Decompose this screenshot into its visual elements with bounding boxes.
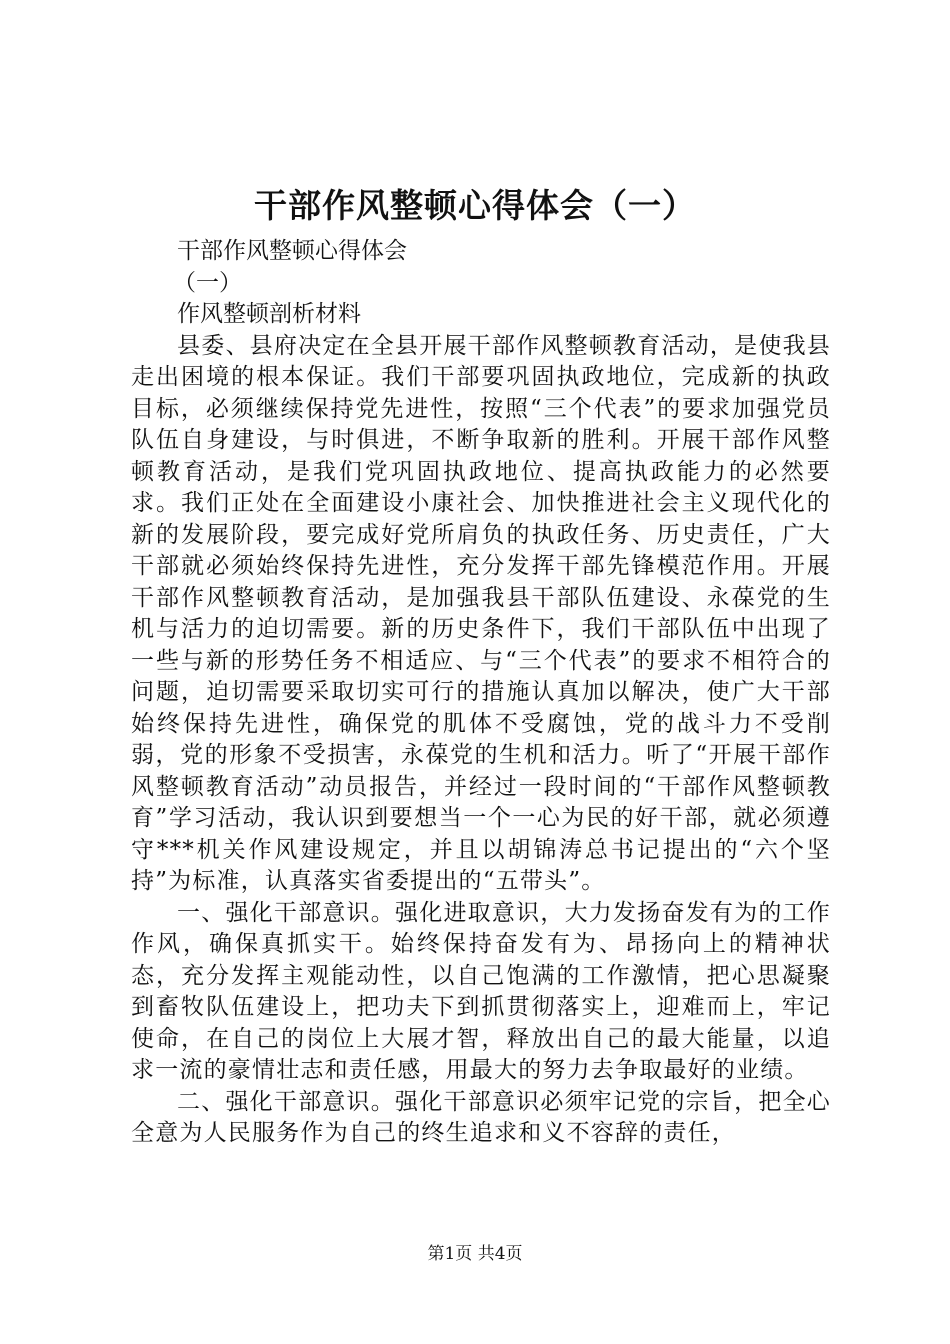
paragraph-intro: 县委、县府决定在全县开展干部作风整顿教育活动，是使我县走出困境的根本保证。我们干部要巩固执政地位，完成新的执政目标，必须继续保持党先进性，按照“三个代表”的要求加强党员队伍自身建设，与时俱进，不断争取新的胜利。开展干部作风整顿教育活动，是我们党巩固执政地位、提高执政能力的必然要求。我们正处在全面建设小康社会、加快推进社会主义现代化的新的发展阶段，要完成好党所肩负的执政任务、历史责任，广大干部就必须始终保持先进性，充分发挥干部先锋模范作用。开展干部作风整顿教育活动，是加强我县干部队伍建设、永葆党的生机与活力的迫切需要。新的历史条件下，我们干部队伍中出现了一些与新的形势任务不相适应、与“三个代表”的要求不相符合的问题，迫切需要采取切实可行的措施认真加以解决，使广大干部始终保持先进性，确保党的肌体不受腐蚀，党的战斗力不受削弱，党的形象不受损害，永葆党的生机和活力。听了“开展干部作风整顿教育活动”动员报告，并经过一段时间的“干部作风整顿教育”学习活动，我认识到要想当一个一心为民的好干部，就必须遵守***机关作风建设规定，并且以胡锦涛总书记提出的“六个坚持”为标准，认真落实省委提出的“五带头”。 [131, 332, 831, 894]
intro-line-subtitle: 作风整顿剖析材料 [177, 301, 361, 327]
document-title: 干部作风整顿心得体会（一） [254, 186, 696, 225]
paragraph-point-one: 一、强化干部意识。强化进取意识，大力发扬奋发有为的工作作风，确保真抓实干。始终保持奋发有为、昂扬向上的精神状态，充分发挥主观能动性，以自己饱满的工作激情，把心思凝聚到畜牧队伍建设上，把功夫下到抓贯彻落实上，迎难而上，牢记使命，在自己的岗位上大展才智，释放出自己的最大能量，以追求一流的豪情壮志和责任感，用最大的努力去争取最好的业绩。 [131, 899, 831, 1083]
paragraph-point-two: 二、强化干部意识。强化干部意识必须牢记党的宗旨，把全心全意为人民服务作为自己的终生追求和义不容辞的责任， [131, 1088, 831, 1146]
document-body [131, 236, 831, 1150]
page-footer: 第1页 共4页 [427, 1244, 523, 1264]
intro-line-heading: 干部作风整顿心得体会 [177, 238, 407, 264]
intro-line-number: （一） [173, 269, 242, 296]
